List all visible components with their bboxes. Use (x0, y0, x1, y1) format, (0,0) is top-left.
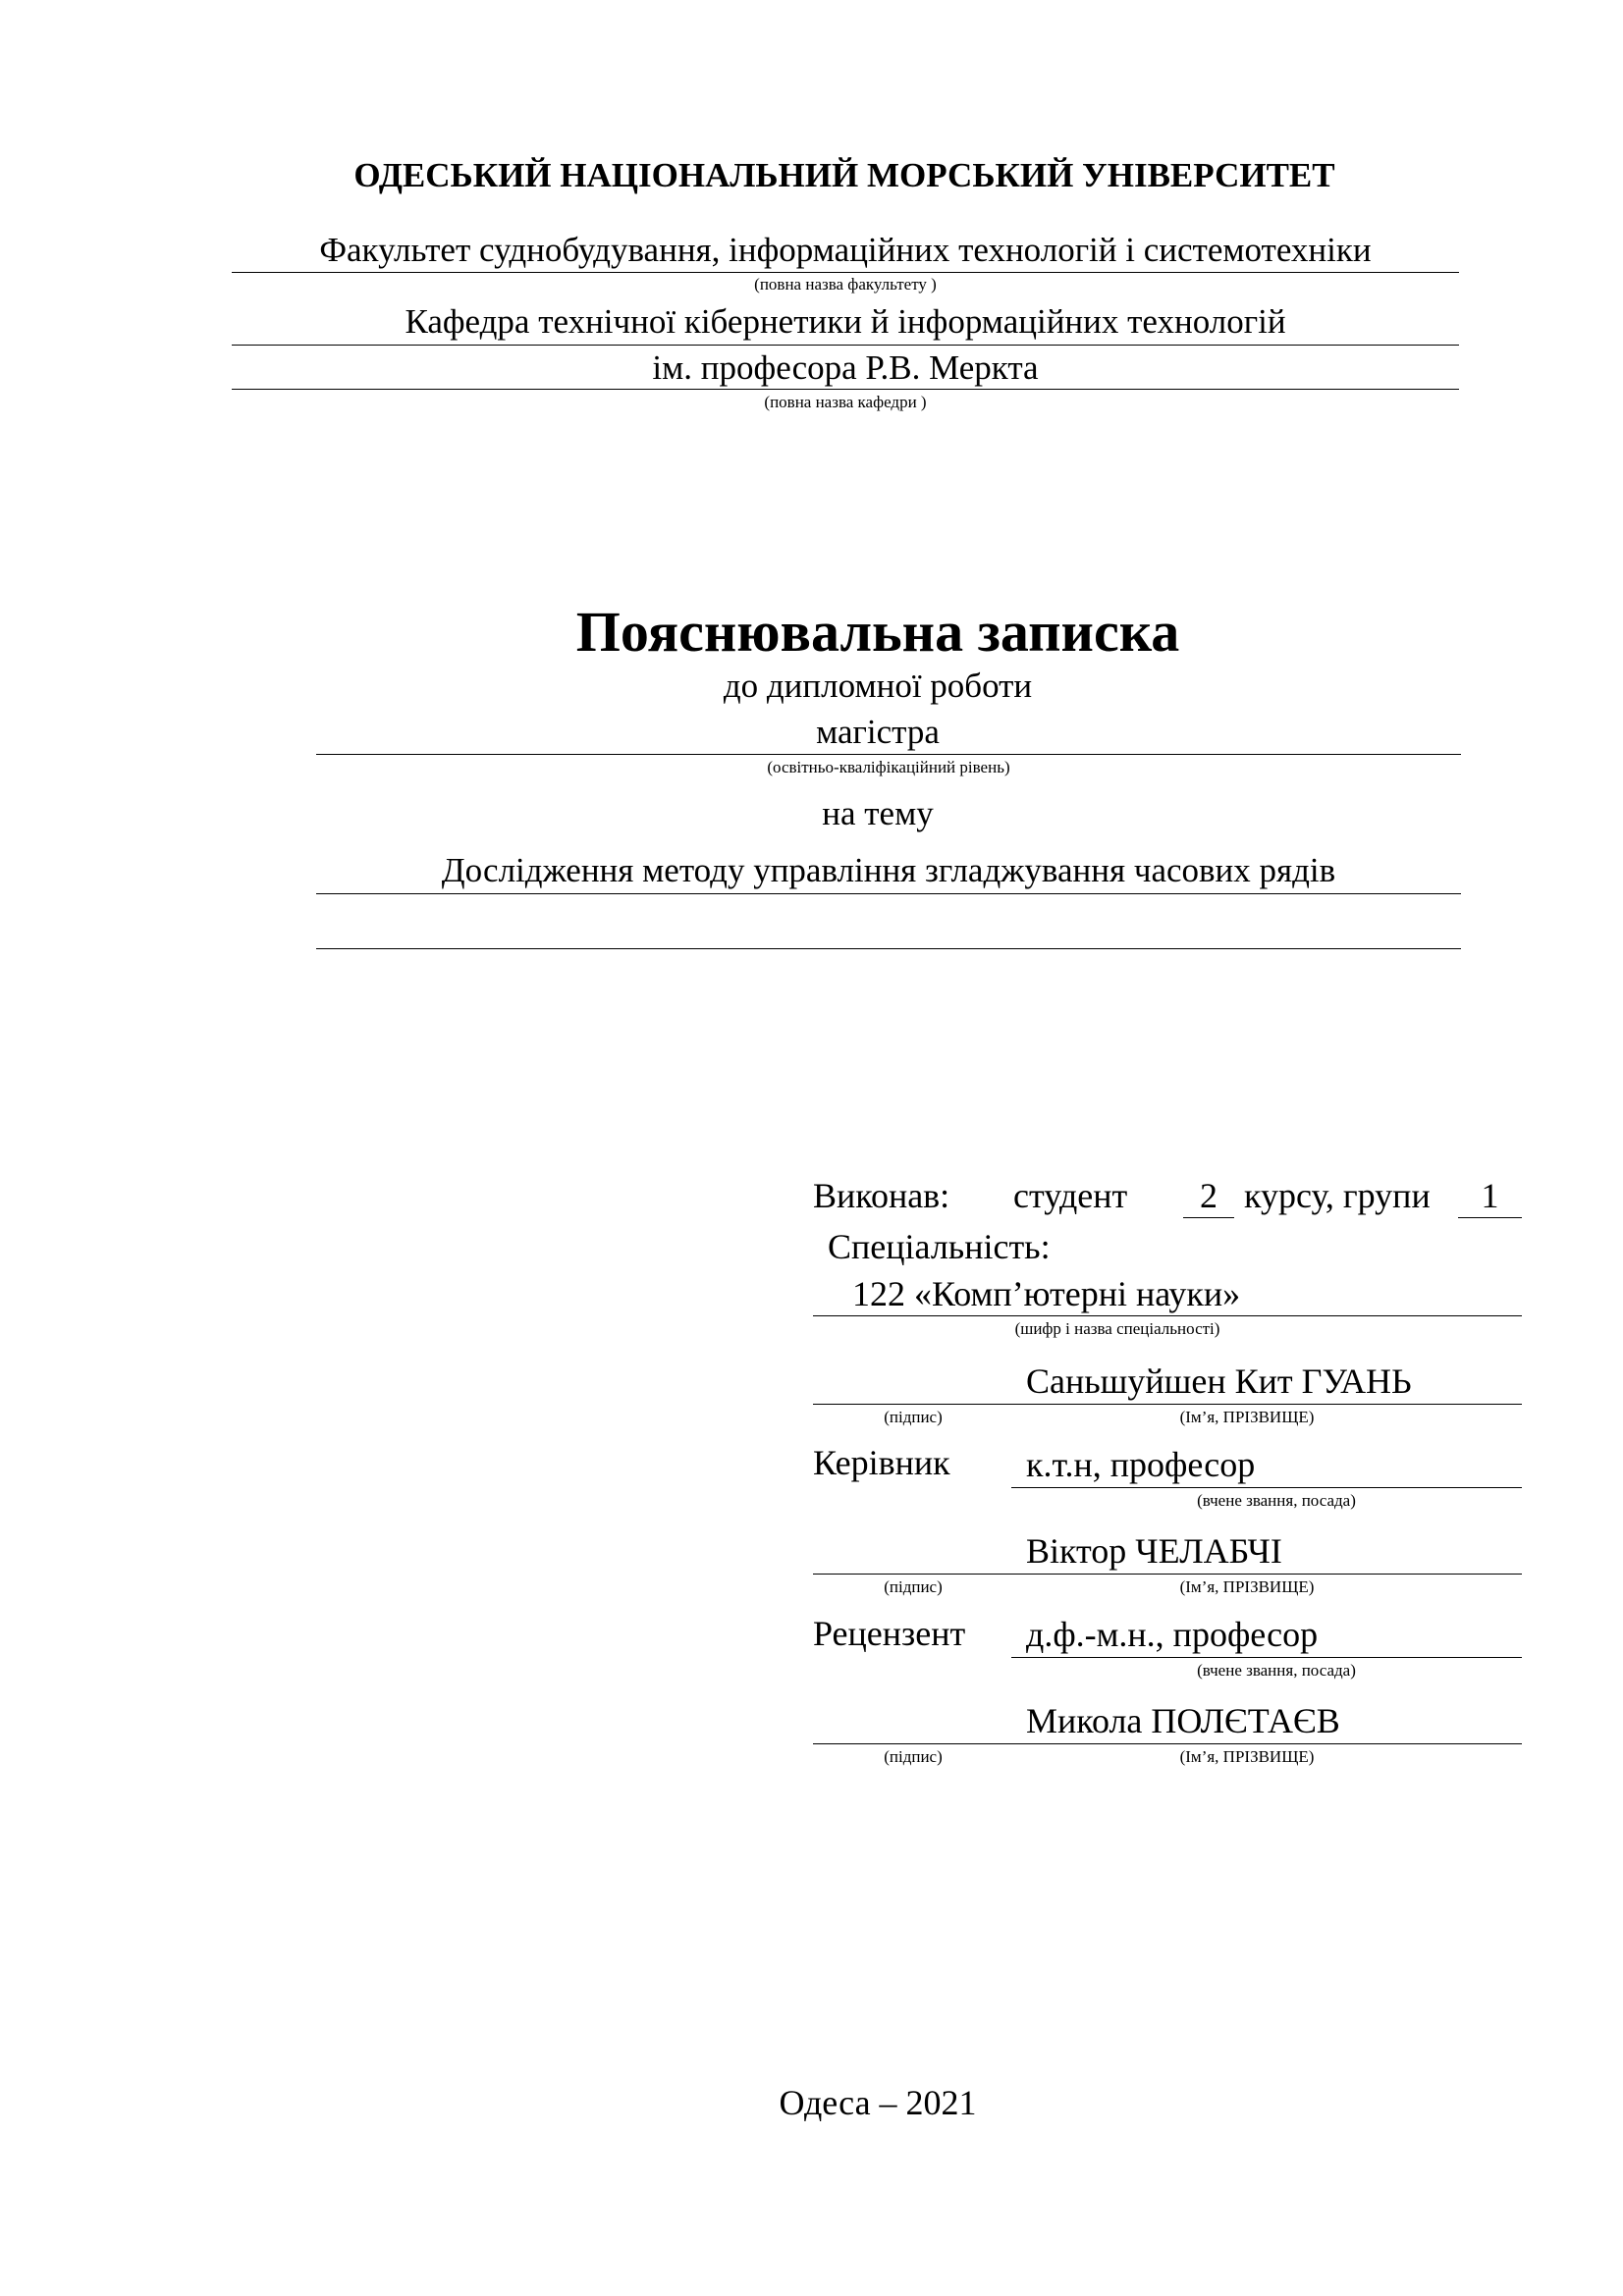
supervisor-name-hint: (Ім’я, ПРІЗВИЩЕ) (1179, 1577, 1315, 1596)
author-label: Виконав: (813, 1176, 950, 1215)
group-number: 1 (1481, 1176, 1499, 1215)
course-group-word: курсу, групи (1244, 1176, 1431, 1215)
author-name: Саньшуйшен Кит ГУАНЬ (1026, 1362, 1412, 1401)
reviewer-signature-line (813, 1743, 1522, 1744)
department-underline-2 (232, 389, 1459, 390)
reviewer-name: Микола ПОЛЄТАЄВ (1026, 1701, 1340, 1740)
department-hint: (повна назва кафедри ) (764, 393, 927, 411)
specialty-underline (813, 1315, 1522, 1316)
qualification-hint: (освітньо-кваліфікаційний рівень) (767, 758, 1010, 776)
reviewer-signature-hint: (підпис) (884, 1747, 943, 1766)
supervisor-signature-line (813, 1574, 1522, 1575)
supervisor-position-hint: (вчене звання, посада) (1197, 1491, 1356, 1510)
specialty-value: 122 «Комп’ютерні науки» (852, 1274, 1241, 1313)
city-year: Одеса – 2021 (779, 2083, 977, 2122)
author-name-hint: (Ім’я, ПРІЗВИЩЕ) (1179, 1408, 1315, 1426)
qualification-level: магістра (816, 713, 940, 751)
specialty-hint: (шифр і назва спеціальності) (1014, 1319, 1220, 1338)
document-title: Пояснювальна записка (575, 600, 1180, 664)
supervisor-label: Керівник (813, 1443, 950, 1482)
student-word: студент (1013, 1176, 1128, 1215)
supervisor-signature-hint: (підпис) (884, 1577, 943, 1596)
supervisor-position-underline (1011, 1487, 1522, 1488)
supervisor-name: Віктор ЧЕЛАБЧІ (1026, 1531, 1282, 1571)
faculty-underline (232, 272, 1459, 273)
author-signature-line (813, 1404, 1522, 1405)
topic-underline-2 (316, 948, 1461, 949)
faculty-hint: (повна назва факультету ) (754, 275, 937, 294)
qualification-underline (316, 754, 1461, 755)
topic-text: Дослідження методу управління згладжування часових рядів (441, 851, 1336, 889)
topic-underline-1 (316, 893, 1461, 894)
department-name-line1: Кафедра технічної кібернетики й інформаційних технологій (405, 302, 1286, 341)
reviewer-position: д.ф.-м.н., професор (1026, 1615, 1319, 1654)
department-name-line2: ім. професора Р.В. Меркта (652, 348, 1039, 387)
reviewer-label: Рецензент (813, 1614, 966, 1653)
topic-label: на тему (822, 794, 934, 832)
reviewer-position-hint: (вчене звання, посада) (1197, 1661, 1356, 1680)
group-underline (1458, 1217, 1522, 1218)
reviewer-position-underline (1011, 1657, 1522, 1658)
faculty-name: Факультет суднобудування, інформаційних технологій і системотехніки (319, 231, 1372, 269)
reviewer-name-hint: (Ім’я, ПРІЗВИЩЕ) (1179, 1747, 1315, 1766)
department-underline-1 (232, 345, 1459, 346)
supervisor-position: к.т.н, професор (1026, 1445, 1256, 1484)
course-underline (1183, 1217, 1234, 1218)
document-subtitle: до дипломної роботи (723, 667, 1033, 705)
university-name: ОДЕСЬКИЙ НАЦІОНАЛЬНИЙ МОРСЬКИЙ УНІВЕРСИТЕТ (353, 156, 1335, 194)
author-signature-hint: (підпис) (884, 1408, 943, 1426)
course-number: 2 (1200, 1176, 1217, 1215)
specialty-label: Спеціальність: (828, 1227, 1051, 1266)
